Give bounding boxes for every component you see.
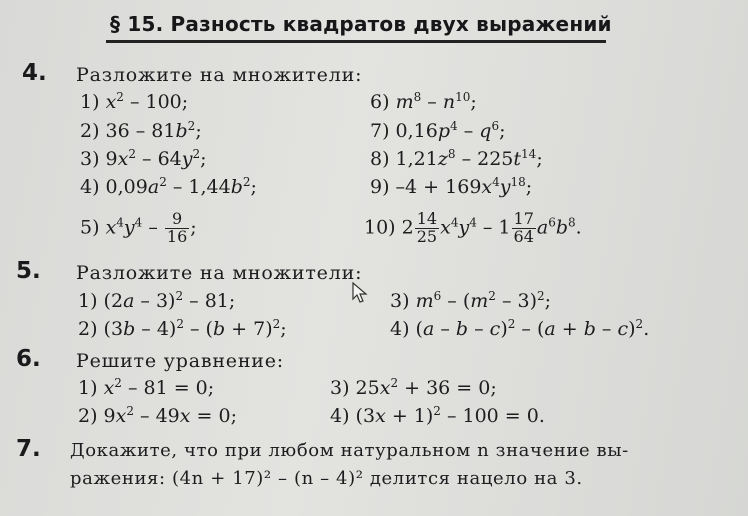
ex4-item-4: 4) $0,09a^2 - 1,44b^2$; (80, 175, 257, 198)
exercise-7-line-2: ражения: (4n + 17)² – (n – 4)² делится нацело на 3. (70, 468, 583, 489)
ex5-item-1: 1) (2a – 3)$^2$ – 81; (78, 289, 236, 312)
exercise-number-7: 7. (16, 436, 41, 462)
exercise-4-heading: Разложите на множители: (76, 64, 363, 86)
ex4-item-6: 6) $m^8 - n^{10}$; (370, 90, 477, 113)
ex4-item-1: 1) $x^2 - 100$; (80, 90, 189, 113)
ex6-item-2: 2) $9x^2 - 49x = 0$; (78, 404, 237, 427)
title-underline (106, 40, 606, 43)
fraction-17-64: $\frac{17}{64}$ (513, 209, 534, 246)
ex6-item-3: 3) $25x^2 + 36 = 0$; (330, 376, 497, 399)
ex4-item-5: 5) $x^4y^4$ – $\frac{9}{16}$ ; (80, 209, 197, 246)
ex5-item-2: 2) $(3b - 4)^2 - (b + 7)^2$; (78, 317, 287, 340)
ex6-item-1: 1) $x^2 - 81 = 0$; (78, 376, 215, 399)
ex4-item-7: 7) $0,16p^4 - q^6$; (370, 119, 506, 142)
ex6-item-4: 4) $(3x + 1)^2 - 100 = 0$. (330, 404, 545, 427)
exercise-number-5: 5. (16, 258, 41, 284)
mouse-pointer-icon (352, 282, 368, 304)
fraction-9-16: $\frac{9}{16}$ (166, 209, 188, 246)
ex4-item-3: 3) $9x^2 - 64y^2$; (80, 147, 207, 170)
fraction-14-25: $\frac{14}{25}$ (416, 209, 438, 246)
exercise-6-heading: Решите уравнение: (76, 350, 284, 372)
ex4-item-2: 2) $36 - 81b^2$; (80, 119, 202, 142)
exercise-5-heading: Разложите на множители: (76, 262, 363, 284)
exercise-number-6: 6. (16, 346, 41, 372)
section-title: § 15. Разность квадратов двух выражений (110, 12, 612, 36)
ex4-item-9: 9) $-4 + 169x^4y^{18}$; (370, 175, 533, 198)
ex4-item-10: 10) 2 $\frac{14}{25}$ $x^4y^4 - 1$ $\frac{17}{64}$ $a^6b^8$. (364, 209, 582, 246)
exercise-number-4: 4. (22, 60, 47, 86)
ex4-item-8: 8) $1,21z^8 - 225t^{14}$; (370, 147, 543, 170)
ex5-item-3: 3) $m^6 - (m^2 - 3)^2$; (390, 289, 552, 312)
exercise-7-line-1: Докажите, что при любом натуральном n значение вы- (70, 440, 629, 461)
ex5-item-4: 4) $(a - b - c)^2 - (a + b - c)^2$. (390, 317, 650, 340)
